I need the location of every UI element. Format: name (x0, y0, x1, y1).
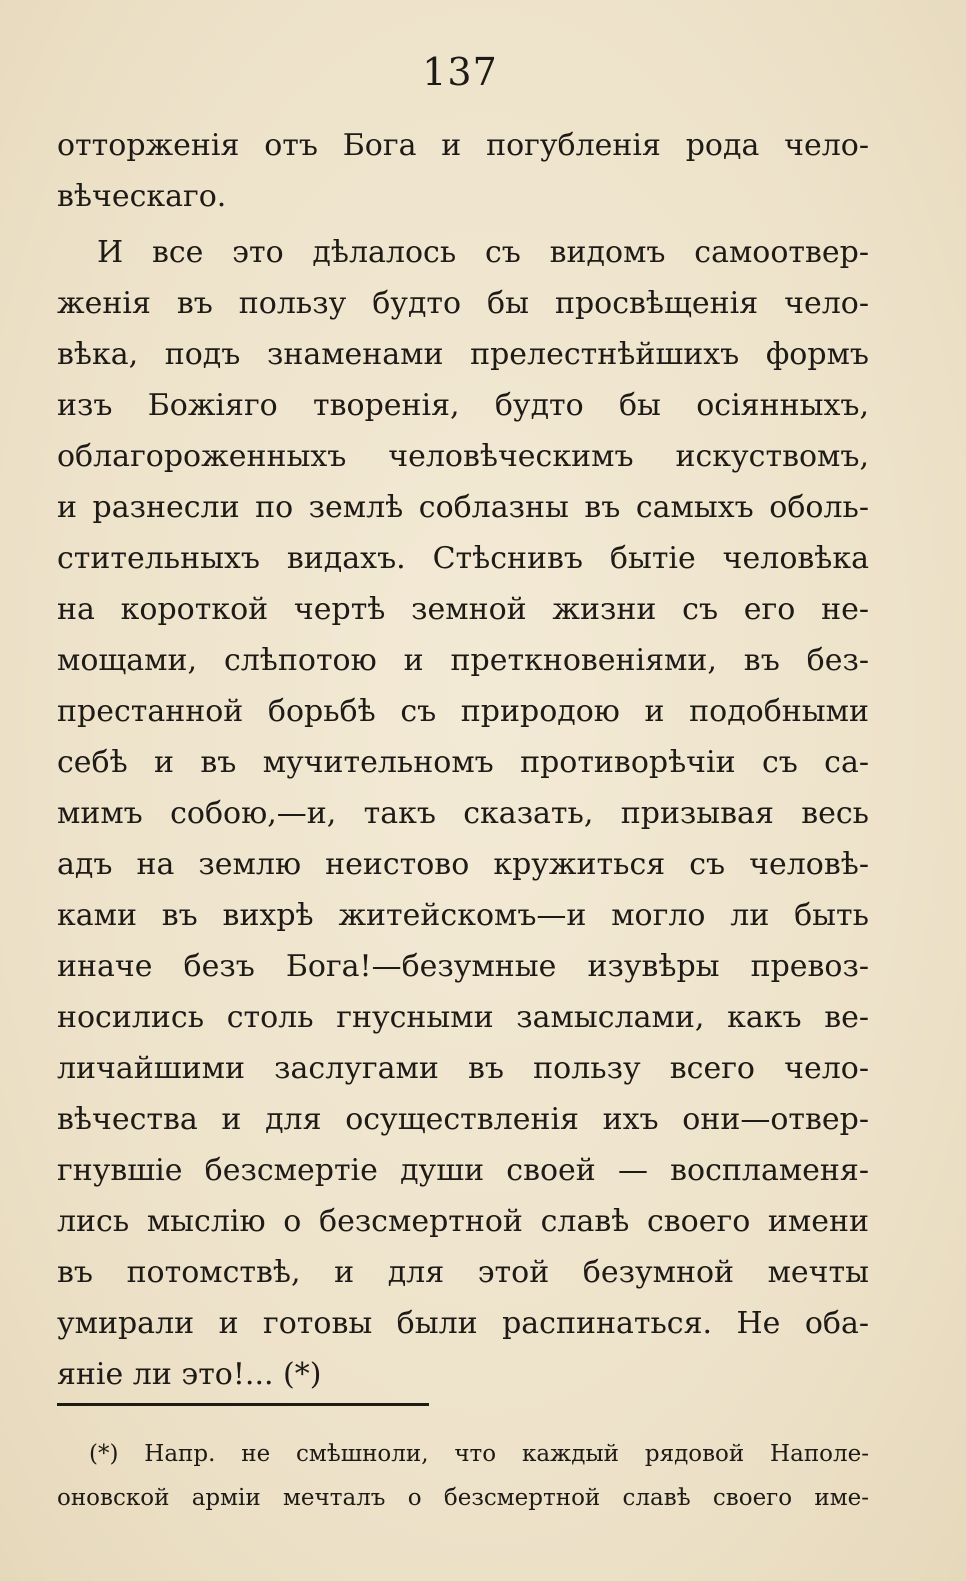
text-line: мощами, слѣпотою и преткновеніями, въ без- (57, 643, 869, 678)
text-line: себѣ и въ мучительномъ противорѣчіи съ са- (57, 745, 869, 780)
main-text (57, 120, 869, 1400)
page-number: 137 (422, 50, 498, 94)
text-line: адъ на землю неистово кружиться съ человѣ- (57, 847, 869, 882)
text-line: личайшими заслугами въ пользу всего чело- (57, 1051, 869, 1086)
text-line: и разнесли по землѣ соблазны въ самыхъ оболь- (57, 490, 869, 525)
footnote-line: оновской арміи мечталъ о безсмертной славѣ своего име- (57, 1485, 869, 1511)
text-line: яніе ли это!... (*) (57, 1357, 322, 1392)
footnote-divider (57, 1403, 429, 1406)
text-line: ками въ вихрѣ житейскомъ—и могло ли быть (57, 898, 869, 933)
text-line: на короткой чертѣ земной жизни съ его не- (57, 592, 869, 627)
text-line: иначе безъ Бога!—безумные изувѣры превоз- (57, 949, 869, 984)
footnote (57, 1432, 869, 1520)
text-line: мимъ собою,—и, такъ сказать, призывая весь (57, 796, 869, 831)
paragraph-start-line: И все это дѣлалось съ видомъ самоотвер- (97, 235, 869, 270)
text-line: престанной борьбѣ съ природою и подобными (57, 694, 869, 729)
text-line: гнувшіе безсмертіе души своей — воспламеня- (57, 1153, 869, 1188)
text-line: облагороженныхъ человѣческимъ искуствомъ, (57, 439, 869, 474)
text-line: вѣка, подъ знаменами прелестнѣйшихъ формъ (57, 337, 869, 372)
text-line: носились столь гнусными замыслами, какъ ве- (57, 1000, 869, 1035)
text-line: женія въ пользу будто бы просвѣщенія чело- (57, 286, 869, 321)
text-line: отторженія отъ Бога и погубленія рода чело- (57, 128, 869, 163)
text-line: изъ Божіяго творенія, будто бы осіянныхъ, (57, 388, 869, 423)
text-line: вѣческаго. (57, 179, 227, 214)
text-line: умирали и готовы были распинаться. Не оба- (57, 1306, 869, 1341)
text-line: лись мыслію о безсмертной славѣ своего имени (57, 1204, 869, 1239)
text-line: вѣчества и для осуществленія ихъ они—отвер- (57, 1102, 869, 1137)
text-line: въ потомствѣ, и для этой безумной мечты (57, 1255, 869, 1290)
footnote-line: (*) Напр. не смѣшноли, что каждый рядовой Наполе- (89, 1441, 869, 1467)
text-line: стительныхъ видахъ. Стѣснивъ бытіе человѣка (57, 541, 869, 576)
